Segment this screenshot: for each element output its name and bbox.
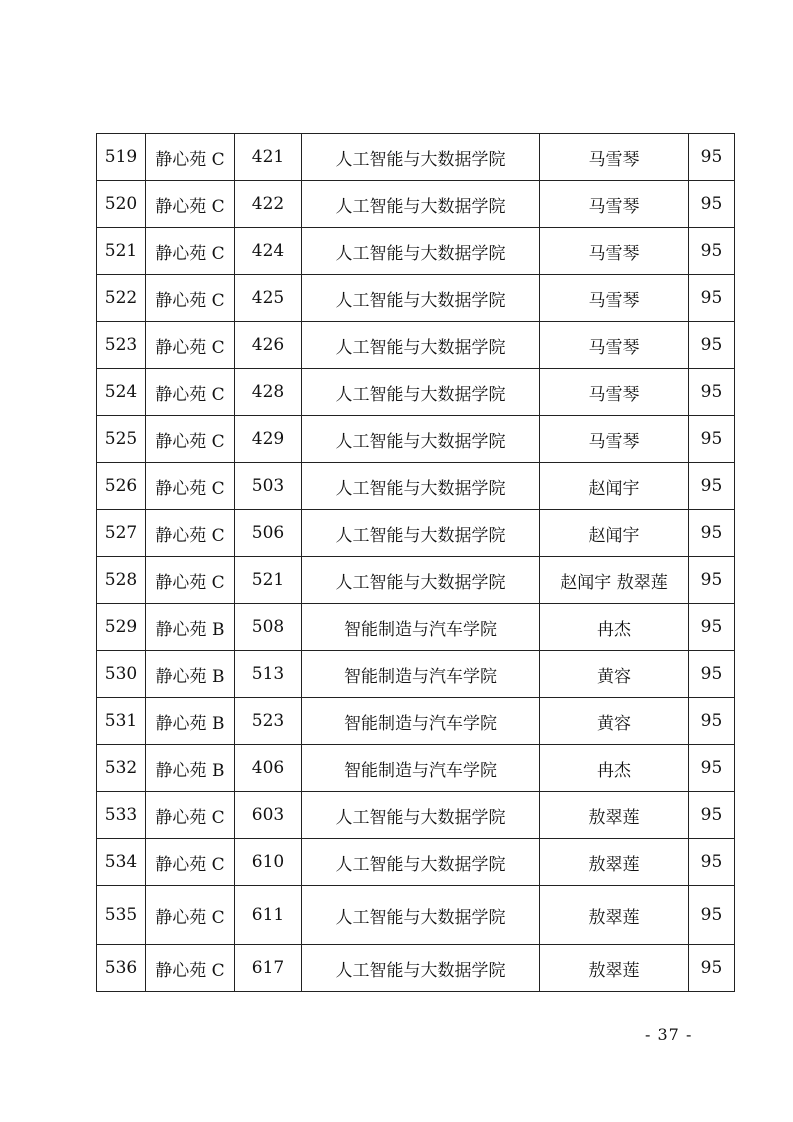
table-row <box>97 463 735 510</box>
table-row <box>97 839 735 886</box>
table-row <box>97 510 735 557</box>
room-cell: 406 <box>235 745 302 792</box>
row-number: 534 <box>97 839 146 886</box>
table-row <box>97 369 735 416</box>
building-cell: 静心苑 C <box>146 181 235 228</box>
college-cell: 人工智能与大数据学院 <box>302 463 540 510</box>
person-cell: 马雪琴 <box>540 322 689 369</box>
room-cell: 508 <box>235 604 302 651</box>
score-cell: 95 <box>689 557 735 604</box>
score-cell: 95 <box>689 792 735 839</box>
building-cell: 静心苑 C <box>146 463 235 510</box>
person-cell: 冉杰 <box>540 604 689 651</box>
score-cell: 95 <box>689 322 735 369</box>
college-cell: 智能制造与汽车学院 <box>302 651 540 698</box>
person-cell: 马雪琴 <box>540 416 689 463</box>
college-cell: 人工智能与大数据学院 <box>302 275 540 322</box>
building-cell: 静心苑 B <box>146 651 235 698</box>
room-cell: 425 <box>235 275 302 322</box>
score-cell: 95 <box>689 886 735 945</box>
table-row <box>97 228 735 275</box>
person-cell: 赵闻宇 <box>540 510 689 557</box>
building-cell: 静心苑 C <box>146 839 235 886</box>
building-cell: 静心苑 B <box>146 604 235 651</box>
row-number: 533 <box>97 792 146 839</box>
building-cell: 静心苑 C <box>146 945 235 992</box>
table-row <box>97 651 735 698</box>
row-number: 529 <box>97 604 146 651</box>
page-number: - 37 - <box>645 1025 693 1044</box>
college-cell: 人工智能与大数据学院 <box>302 369 540 416</box>
room-cell: 611 <box>235 886 302 945</box>
table-row <box>97 698 735 745</box>
room-cell: 429 <box>235 416 302 463</box>
row-number: 521 <box>97 228 146 275</box>
table-row <box>97 792 735 839</box>
score-cell: 95 <box>689 228 735 275</box>
person-cell: 黄容 <box>540 698 689 745</box>
person-cell: 敖翠莲 <box>540 792 689 839</box>
college-cell: 人工智能与大数据学院 <box>302 792 540 839</box>
score-cell: 95 <box>689 839 735 886</box>
person-cell: 冉杰 <box>540 745 689 792</box>
score-cell: 95 <box>689 275 735 322</box>
score-cell: 95 <box>689 181 735 228</box>
room-cell: 421 <box>235 134 302 181</box>
building-cell: 静心苑 B <box>146 698 235 745</box>
college-cell: 人工智能与大数据学院 <box>302 945 540 992</box>
college-cell: 人工智能与大数据学院 <box>302 181 540 228</box>
person-cell: 敖翠莲 <box>540 839 689 886</box>
row-number: 523 <box>97 322 146 369</box>
college-cell: 人工智能与大数据学院 <box>302 322 540 369</box>
building-cell: 静心苑 C <box>146 416 235 463</box>
table-row <box>97 134 735 181</box>
room-cell: 603 <box>235 792 302 839</box>
person-cell: 马雪琴 <box>540 228 689 275</box>
room-cell: 422 <box>235 181 302 228</box>
table-row <box>97 604 735 651</box>
row-number: 532 <box>97 745 146 792</box>
score-cell: 95 <box>689 463 735 510</box>
building-cell: 静心苑 B <box>146 745 235 792</box>
table-row <box>97 745 735 792</box>
building-cell: 静心苑 C <box>146 557 235 604</box>
score-cell: 95 <box>689 510 735 557</box>
room-cell: 503 <box>235 463 302 510</box>
room-cell: 513 <box>235 651 302 698</box>
score-cell: 95 <box>689 651 735 698</box>
person-cell: 马雪琴 <box>540 134 689 181</box>
building-cell: 静心苑 C <box>146 322 235 369</box>
college-cell: 人工智能与大数据学院 <box>302 557 540 604</box>
college-cell: 人工智能与大数据学院 <box>302 510 540 557</box>
building-cell: 静心苑 C <box>146 134 235 181</box>
row-number: 531 <box>97 698 146 745</box>
college-cell: 智能制造与汽车学院 <box>302 745 540 792</box>
room-cell: 426 <box>235 322 302 369</box>
table-row <box>97 945 735 992</box>
room-cell: 521 <box>235 557 302 604</box>
score-cell: 95 <box>689 698 735 745</box>
college-cell: 人工智能与大数据学院 <box>302 886 540 945</box>
person-cell: 赵闻宇 敖翠莲 <box>540 557 689 604</box>
row-number: 526 <box>97 463 146 510</box>
room-cell: 617 <box>235 945 302 992</box>
row-number: 522 <box>97 275 146 322</box>
college-cell: 人工智能与大数据学院 <box>302 228 540 275</box>
person-cell: 马雪琴 <box>540 181 689 228</box>
room-cell: 610 <box>235 839 302 886</box>
row-number: 530 <box>97 651 146 698</box>
score-cell: 95 <box>689 745 735 792</box>
building-cell: 静心苑 C <box>146 275 235 322</box>
table-row <box>97 886 735 945</box>
row-number: 524 <box>97 369 146 416</box>
college-cell: 智能制造与汽车学院 <box>302 698 540 745</box>
college-cell: 人工智能与大数据学院 <box>302 134 540 181</box>
score-cell: 95 <box>689 134 735 181</box>
score-cell: 95 <box>689 369 735 416</box>
row-number: 536 <box>97 945 146 992</box>
table-row <box>97 275 735 322</box>
dormitory-score-table <box>96 133 735 992</box>
person-cell: 敖翠莲 <box>540 945 689 992</box>
score-cell: 95 <box>689 416 735 463</box>
building-cell: 静心苑 C <box>146 886 235 945</box>
person-cell: 黄容 <box>540 651 689 698</box>
row-number: 535 <box>97 886 146 945</box>
person-cell: 马雪琴 <box>540 369 689 416</box>
room-cell: 424 <box>235 228 302 275</box>
college-cell: 人工智能与大数据学院 <box>302 416 540 463</box>
building-cell: 静心苑 C <box>146 369 235 416</box>
building-cell: 静心苑 C <box>146 510 235 557</box>
table-row <box>97 181 735 228</box>
row-number: 520 <box>97 181 146 228</box>
building-cell: 静心苑 C <box>146 792 235 839</box>
person-cell: 赵闻宇 <box>540 463 689 510</box>
table-row <box>97 557 735 604</box>
table-row <box>97 322 735 369</box>
row-number: 528 <box>97 557 146 604</box>
row-number: 527 <box>97 510 146 557</box>
score-cell: 95 <box>689 604 735 651</box>
building-cell: 静心苑 C <box>146 228 235 275</box>
row-number: 525 <box>97 416 146 463</box>
college-cell: 人工智能与大数据学院 <box>302 839 540 886</box>
room-cell: 523 <box>235 698 302 745</box>
score-cell: 95 <box>689 945 735 992</box>
person-cell: 敖翠莲 <box>540 886 689 945</box>
person-cell: 马雪琴 <box>540 275 689 322</box>
college-cell: 智能制造与汽车学院 <box>302 604 540 651</box>
room-cell: 506 <box>235 510 302 557</box>
room-cell: 428 <box>235 369 302 416</box>
table-row <box>97 416 735 463</box>
row-number: 519 <box>97 134 146 181</box>
